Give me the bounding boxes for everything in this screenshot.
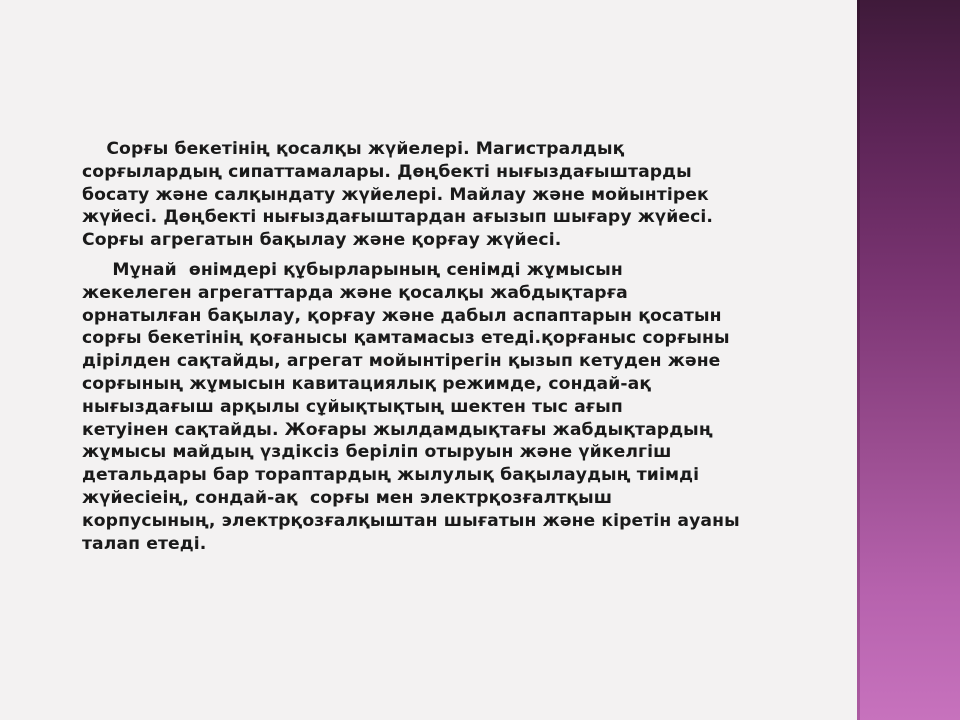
paragraph-line: детальдары бар тораптардың жылулық бақылаудың тиімді bbox=[82, 465, 700, 486]
paragraph-line: босату және салқындату жүйелері. Майлау және мойынтірек bbox=[82, 184, 709, 205]
paragraph-line: сорғы бекетінің қоғанысы қамтамасыз етеді.қорғаныс сорғыны bbox=[82, 328, 730, 349]
paragraph-line: нығыздағыш арқылы сұйықтықтың шектен тыс ағып bbox=[82, 396, 623, 417]
paragraph-line: жұмысы майдың үздіксіз беріліп отыруын және үйкелгіш bbox=[82, 442, 672, 463]
paragraph-line: жүйесі. Дөңбекті нығыздағыштардан ағызып шығару жүйесі. bbox=[82, 207, 714, 228]
paragraph-line: жекелеген агрегаттарда және қосалқы жабдықтарға bbox=[82, 282, 628, 303]
decorative-side-band bbox=[857, 0, 960, 720]
paragraph-line: кетуінен сақтайды. Жоғары жылдамдықтағы жабдықтардың bbox=[82, 419, 713, 440]
paragraph-2 bbox=[82, 259, 802, 555]
paragraph-line: Сорғы бекетінің қосалқы жүйелері. Магистралдық bbox=[82, 139, 625, 159]
paragraph-line: Мұнай өнімдері құбырларының сенімді жұмысын bbox=[82, 259, 623, 280]
slide-body-text bbox=[82, 138, 802, 555]
paragraph-line: корпусының, электрқозғалқыштан шығатын және кіретін ауаны bbox=[82, 510, 740, 531]
paragraph-line: сорғылардың сипаттамалары. Дөңбекті нығыздағыштарды bbox=[82, 161, 692, 182]
paragraph-line: талап етеді. bbox=[82, 533, 207, 554]
paragraph-line: жүйесіеің, сондай-ақ сорғы мен электрқозғалтқыш bbox=[82, 487, 613, 508]
paragraph-line: орнатылған бақылау, қорғау және дабыл аспаптарын қосатын bbox=[82, 305, 722, 326]
paragraph-line: сорғының жұмысын кавитациялық режимде, сондай-ақ bbox=[82, 373, 652, 394]
paragraph-line: Сорғы агрегатын бақылау және қорғау жүйесі. bbox=[82, 230, 562, 251]
paragraph-1 bbox=[82, 138, 802, 252]
paragraph-spacer bbox=[82, 252, 802, 259]
paragraph-line: дірілден сақтайды, агрегат мойынтірегін қызып кетуден және bbox=[82, 351, 721, 372]
